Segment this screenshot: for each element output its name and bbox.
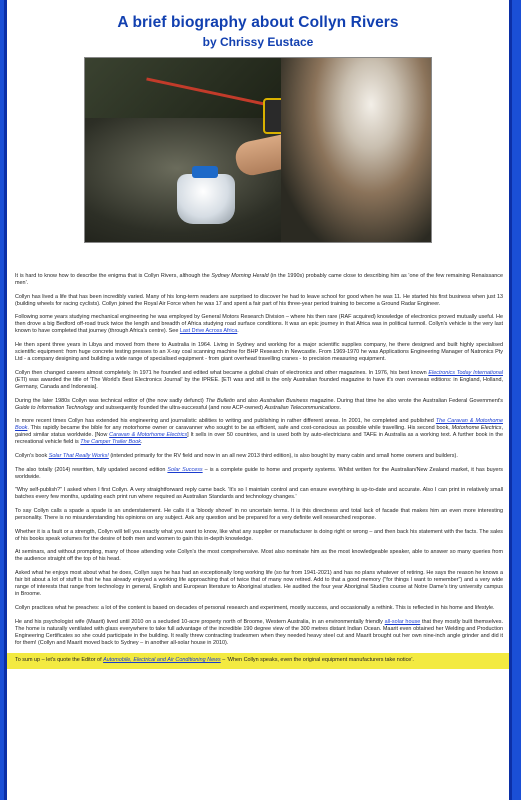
caravan-motorhome-electrics-link[interactable]: Caravan & Motorhome Electrics xyxy=(109,432,188,439)
paragraph: Collyn's book Solar That Really Works! (intended primarily for the RV field and now in an all new 2013 third edition), is also bought by many cabin and small home owners and builders). xyxy=(15,453,458,460)
page-title: A brief biography about Collyn Rivers xyxy=(117,14,399,31)
biography-photo xyxy=(84,57,432,243)
paragraph: The also totally (2014) rewritten, fully updated second edition Solar Success – is a complete guide to home and property systems. Whilst written for the Australian/New Zealand market, it has buyers worldwide. xyxy=(15,466,503,480)
paragraph: Collyn then changed careers almost completely. In 1971 he founded and edited what became a global chain of electronics and other magazines. In 1976, his best known Electronics Today International (ETI) was awarded the title of 'The World's Best Electronics Journal' by the IPREE. [ETI was and still is the only Australian founded magazine to have it's own overseas editions: in England, Holland, Germany, Canada and Indonesia]. xyxy=(15,369,503,390)
paragraph: During the later 1980s Collyn was technical editor of (the now sadly defunct) The Bulletin and also Australian Business magazine. During that time he also wrote the Australian Federal Government's Guide to Information Technology and subsequently founded the ultra-successful (and now ACP-owned) Australian Telecommunications. xyxy=(15,397,504,411)
paragraph: In more recent times Collyn has extended his engineering and journalistic abilities to writing and publishing in rather different areas. In 2001, he completed and published The Caravan & Motorhome Book. This rapidly became the bible for any motorhome owner or caravanner who sought to be as efficient, safe and cost-conscious as possible while travelling. His second book, Motorhome Electrics, gained similar status worldwide. [Now Caravan & Motorhome Electrics] It sells in over 50 countries, and is used both by auto-electricians and TAFE in Australia as a working text. A further book in the recreational vehicle field is The Camper Trailer Book. xyxy=(15,418,503,446)
collyn-portrait-image xyxy=(281,58,431,243)
author-byline: by Chrissy Eustace xyxy=(202,35,314,49)
highlighted-quote xyxy=(7,653,509,669)
paragraph: Collyn has lived a life that has been incredibly varied. Many of his long-term readers are surprised to discover he had to leave school for good when he was 11. He started his first business when just 13 (building wheels for racing cyclists). Collyn joined the Royal Air Force when he was 17 and spent a fair part of his three-year period training to become a Ground Radar Engineer. xyxy=(15,293,503,307)
reservoir-cap-image xyxy=(192,166,218,178)
article-body xyxy=(7,273,509,669)
all-solar-house-link[interactable]: all-solar house xyxy=(384,618,421,625)
paragraph: "Why self-publish?" I asked when I first Collyn. A very straightforward reply came back. 'It's so I maintain control and can ensure everything is up-to-date and accurate. Also I can print in relatively small batches every few months, updating each print run where required as Australian Standards and technology changes.' xyxy=(15,487,503,501)
paragraph: He and his psychologist wife (Maarit) lived until 2010 on a secluded 10-acre property north of Broome, Western Australia, in an environmentally friendly all-solar house that they mostly built themselves. The home is naturally ventilated with glass everywhere to take full advantage of the incredible 190 degree view of the 300 metres distant Indian Ocean. Maarit even obtained her Welding and Production Engineering Certificates so she could participate in the building. It really threw contracting tradesmen when they needed heavy steel cut and Maarit brought out her own nine-inch angle grinder and did it for them! (Collyn and Maarit moved back to Sydney – in another all-solar house in 2010). xyxy=(15,618,503,646)
paragraph: At seminars, and without prompting, many of those attending vote Collyn's the most comprehensive. Most also nominate him as the most knowledgeable speaker, able to answer so many queries from the audience straight off the top of his head. xyxy=(15,549,503,563)
camper-trailer-book-link[interactable]: The Camper Trailer Book xyxy=(80,439,141,446)
paragraph: He then spent three years in Libya and moved from there to Australia in 1964. Living in Sydney and working for a major scientific supplies company, he there designed and built highly specialised scientific equipment: from huge concrete testing presses to an X-ray coal scanning machine for BHP Research in Newcastle. From 1969-1970 he was Applications Engineering Manager of Natronics Pty Ltd - a company designing and building a wide range of specialised equipment - from giant overhead travelling cranes - to precision measuring equipment. xyxy=(15,342,503,363)
last-drive-across-africa-link[interactable]: Last Drive Across Africa xyxy=(179,328,238,335)
paragraph: Asked what he enjoys most about what he does, Collyn says he has had an exceptionally long working life (so far from 1941-2021) and has no plans whatever of retiring. He says the reason he knows a fair bit about a lot of stuff is that he has already enjoyed a working life approaching that of twice that of many now retired. Add to that a good memory ("for things I want to remember") and a very wide range of interests that range from technology in general, English and European literature to Aboriginal studies. He audited the four year Aboriginal Studies course at Notre Dame's tiny university campus in Broome. xyxy=(15,570,503,598)
automobile-electrical-news-link[interactable]: Automobile, Electrical and Air Conditioning News xyxy=(103,657,221,664)
coolant-reservoir-image xyxy=(177,174,235,224)
paragraph: Whether it is a fault or a strength, Collyn will tell you exactly what you want to know, like what any supplier or manufacturer is doing right or wrong – and then back his statement with the facts. The sales of his books speak volumes for the desire of both men and women to gain this in-depth knowledge. xyxy=(15,528,503,542)
paragraph: It is hard to know how to describe the enigma that is Collyn Rivers, although the Sydney Morning Herald (in the 1990s) probably came close to describing him as 'one of the few remaining Renaissance men'. xyxy=(15,273,503,287)
electronics-today-link[interactable]: Electronics Today International xyxy=(428,369,503,376)
paragraph: Following some years studying mechanical engineering he was employed by General Motors Research Division – where his then rare (RAF acquired) knowledge of electronics proved mutually useful. He then drove a big Bedford off-road truck twice the length and breadth of Africa studying road surface conditions. It was an epic journey in that Africa was in political turmoil. Collyn's vehicle is the very last known to have completed that journey (through Africa's centre). See Last Drive Across Africa. xyxy=(15,314,503,335)
paragraph: Collyn practices what he preaches: a lot of the content is based on decades of personal research and experiment, mostly success, and occasionally a rethink. This is reflected in his home and lifestyle. xyxy=(15,604,495,611)
article-frame xyxy=(4,0,512,800)
solar-that-really-works-link[interactable]: Solar That Really Works! xyxy=(48,453,109,460)
paragraph: To say Collyn calls a spade a spade is an understatement. He calls it a 'bloody shovel' in no uncertain terms. It is this directness and total lack of facade that makes him an even more interesting personality. There is no misunderstanding his opinions on any subject. Ask any question and be prepared for a very definite well researched response. xyxy=(15,508,503,522)
paragraph: To sum up – let's quote the Editor of Automobile, Electrical and Air Conditioning News – 'When Collyn speaks, even the original equipment manufacturers take notice'. xyxy=(15,657,414,664)
solar-success-link[interactable]: Solar Success xyxy=(167,466,203,473)
caravan-motorhome-book-link[interactable]: The Caravan & Motorhome Book xyxy=(15,418,503,432)
